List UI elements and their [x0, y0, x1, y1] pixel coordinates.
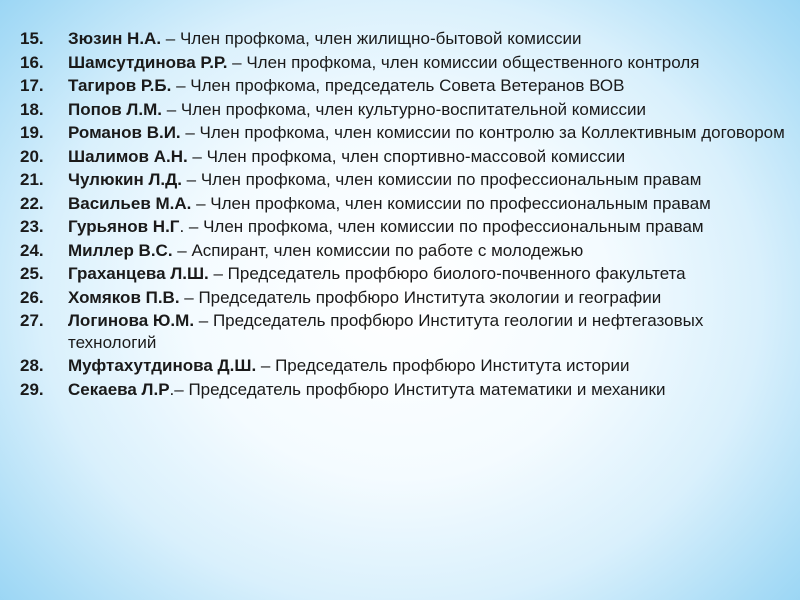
member-role: – Председатель профбюро Института истории — [256, 356, 630, 375]
item-text — [68, 355, 790, 377]
member-name: Шамсутдинова Р.Р. — [68, 52, 228, 72]
member-role: – Член профкома, член комиссии общественного контроля — [227, 52, 700, 72]
list-item — [20, 146, 790, 168]
member-name: Хомяков П.В. — [68, 287, 180, 307]
list-item — [20, 240, 790, 262]
item-text — [68, 122, 790, 144]
member-name: Васильев М.А. — [68, 193, 192, 213]
item-text — [68, 240, 790, 262]
list-item — [20, 263, 790, 285]
item-text — [68, 379, 790, 401]
member-role: – Председатель профбюро Института экологии и географии — [179, 287, 662, 307]
item-text — [68, 287, 790, 309]
member-name: Романов В.И. — [68, 123, 181, 142]
item-text — [68, 169, 790, 191]
item-number: 15. — [20, 29, 44, 48]
item-number: 19. — [20, 123, 44, 142]
member-name: Попов Л.М. — [68, 99, 162, 119]
list-item — [20, 28, 790, 50]
member-role: – Член профкома, член комиссии по профессиональным правам — [181, 170, 702, 189]
item-number: 20. — [20, 146, 44, 166]
member-name: Тагиров Р.Б. — [68, 76, 172, 95]
list-item — [20, 379, 790, 401]
member-name: Чулюкин Л.Д. — [68, 170, 182, 189]
member-role: – Председатель профбюро биолого-почвенного факультета — [208, 264, 686, 283]
item-number: 27. — [20, 311, 44, 330]
item-number: 26. — [20, 287, 44, 307]
item-text — [68, 216, 790, 238]
list-item — [20, 122, 790, 144]
item-number: 25. — [20, 264, 44, 283]
item-number: 29. — [20, 379, 44, 399]
member-name: Миллер В.С. — [68, 240, 173, 260]
member-list — [20, 28, 790, 402]
item-number: 21. — [20, 170, 44, 189]
list-item — [20, 287, 790, 309]
list-item — [20, 310, 790, 353]
item-number: 24. — [20, 240, 44, 260]
list-item — [20, 52, 790, 74]
member-role: .– Председатель профбюро Института математики и механики — [169, 379, 666, 399]
item-number: 28. — [20, 356, 44, 375]
member-role: – Член профкома, член культурно-воспитательной комиссии — [161, 99, 647, 119]
item-number: 23. — [20, 217, 44, 236]
list-item — [20, 193, 790, 215]
item-number: 22. — [20, 193, 44, 213]
member-role: – Член профкома, председатель Совета Ветеранов ВОВ — [171, 76, 625, 95]
member-role: . – Член профкома, член комиссии по профессиональным правам — [179, 217, 704, 236]
item-text — [68, 146, 790, 168]
member-role: – Аспирант, член комиссии по работе с молодежью — [172, 240, 584, 260]
member-role: – Член профкома, член спортивно-массовой комиссии — [187, 146, 626, 166]
item-text — [68, 263, 790, 285]
member-name: Муфтахутдинова Д.Ш. — [68, 356, 257, 375]
item-text — [68, 99, 790, 121]
list-item — [20, 99, 790, 121]
member-name: Шалимов А.Н. — [68, 146, 188, 166]
item-number: 18. — [20, 99, 44, 119]
item-text — [68, 193, 790, 215]
member-name: Гурьянов Н.Г — [68, 217, 180, 236]
member-role: – Председатель профбюро Института геологии и нефтегазовых технологий — [68, 311, 704, 352]
item-text — [68, 52, 790, 74]
list-item — [20, 169, 790, 191]
item-number: 17. — [20, 76, 44, 95]
item-text — [68, 310, 790, 353]
item-number: 16. — [20, 52, 44, 72]
member-role: – Член профкома, член жилищно-бытовой комиссии — [161, 29, 582, 48]
member-name: Логинова Ю.М. — [68, 311, 195, 330]
member-role: – Член профкома, член комиссии по контролю за Коллективным договором — [180, 123, 785, 142]
list-item — [20, 216, 790, 238]
member-name: Зюзин Н.А. — [68, 29, 162, 48]
member-name: Секаева Л.Р — [68, 379, 170, 399]
member-role: – Член профкома, член комиссии по профессиональным правам — [191, 193, 711, 213]
item-text — [68, 28, 790, 50]
list-item — [20, 75, 790, 97]
member-name: Граханцева Л.Ш. — [68, 264, 209, 283]
item-text — [68, 75, 790, 97]
list-item — [20, 355, 790, 377]
